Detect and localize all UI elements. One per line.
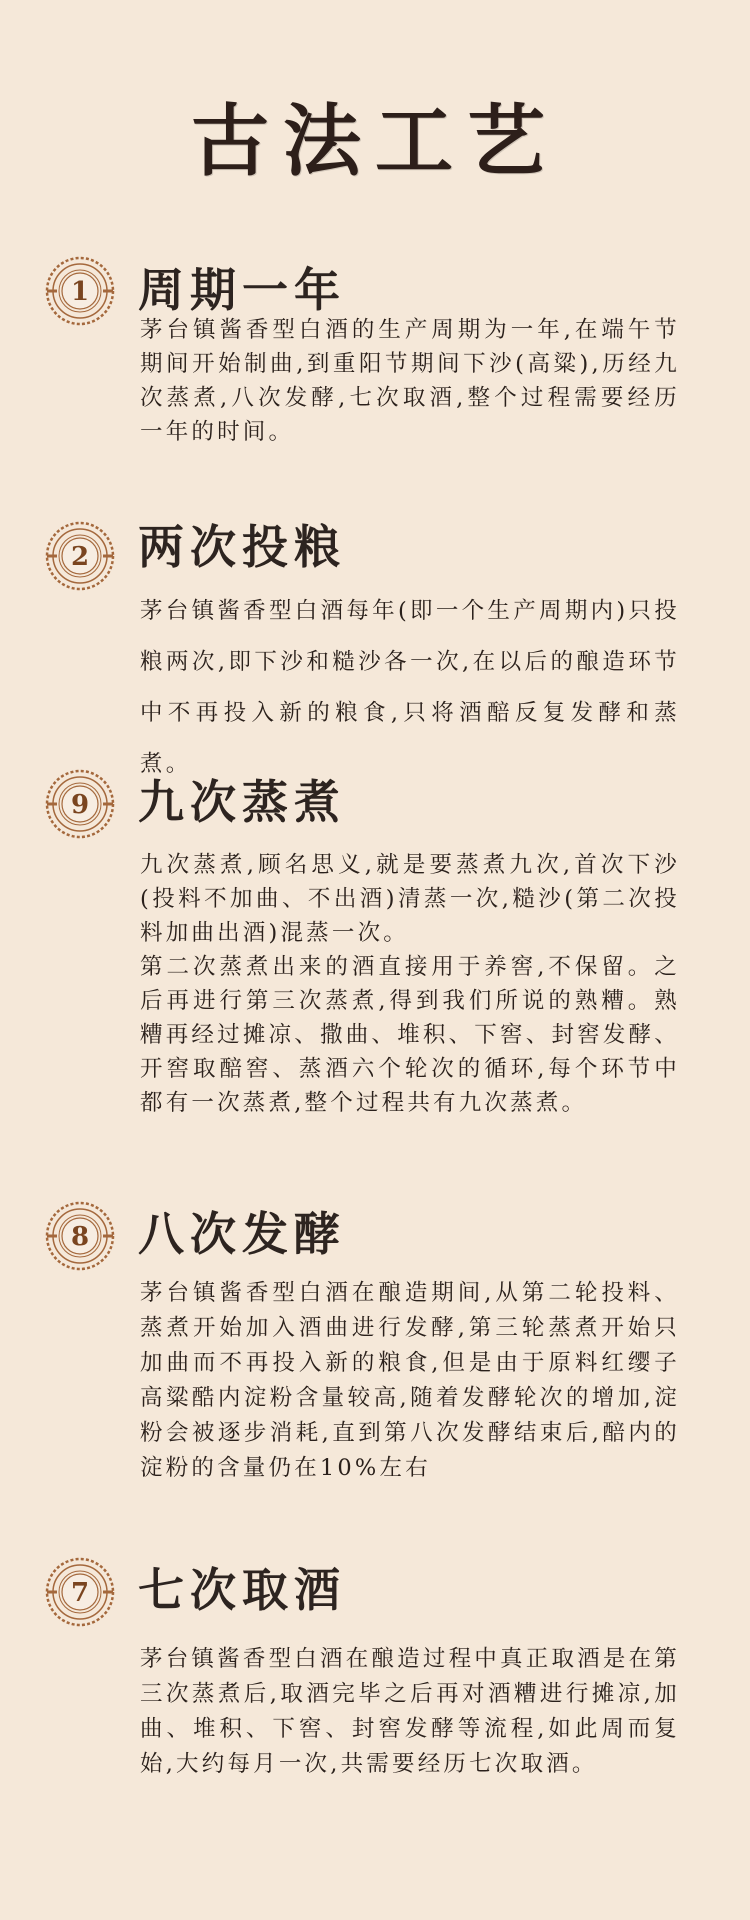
- section-title: 周期一年: [138, 263, 346, 317]
- badge-seal-icon: [44, 1200, 116, 1272]
- badge-seal-icon: [44, 520, 116, 592]
- badge-seal-icon: [44, 768, 116, 840]
- section-title: 两次投粮: [138, 520, 346, 574]
- section-body: [140, 848, 680, 1120]
- badge-number: 1: [70, 277, 90, 307]
- badge-seal-icon: [44, 255, 116, 327]
- section-body: [140, 1642, 680, 1782]
- paragraph: 九次蒸煮,顾名思义,就是要蒸煮九次,首次下沙(投料不加曲、不出酒)清蒸一次,糙沙(第二次投料加曲出酒)混蒸一次。: [140, 852, 680, 946]
- paragraph: 茅台镇酱香型白酒在酿造过程中真正取酒是在第三次蒸煮后,取酒完毕之后再对酒糟进行摊凉,加曲、堆积、下窖、封窖发酵等流程,如此周而复始,大约每月一次,共需要经历七次取酒。: [140, 1646, 680, 1777]
- badge-number: 7: [70, 1578, 90, 1608]
- section-body: [140, 1276, 680, 1486]
- section-body: [140, 313, 680, 449]
- paragraph: 茅台镇酱香型白酒每年(即一个生产周期内)只投粮两次,即下沙和糙沙各一次,在以后的酿造环节中不再投入新的粮食,只将酒醅反复发酵和蒸煮。: [140, 598, 680, 777]
- badge-number: 9: [70, 790, 90, 820]
- badge-number: 2: [70, 542, 90, 572]
- paragraph: 茅台镇酱香型白酒的生产周期为一年,在端午节期间开始制曲,到重阳节期间下沙(高粱),历经九次蒸煮,八次发酵,七次取酒,整个过程需要经历一年的时间。: [140, 317, 680, 445]
- section-body: [140, 586, 680, 790]
- badge-seal-icon: [44, 1556, 116, 1628]
- section-title: 八次发酵: [138, 1207, 346, 1261]
- badge-number: 8: [70, 1222, 90, 1252]
- paragraph: 第二次蒸煮出来的酒直接用于养窖,不保留。之后再进行第三次蒸煮,得到我们所说的熟糟。熟糟再经过摊凉、撒曲、堆积、下窖、封窖发酵、开窖取醅窖、蒸酒六个轮次的循环,每个环节中都有一次蒸煮,整个过程共有九次蒸煮。: [140, 954, 680, 1116]
- section-title: 九次蒸煮: [138, 775, 346, 829]
- page-title: 古法工艺: [190, 96, 559, 187]
- paragraph: 茅台镇酱香型白酒在酿造期间,从第二轮投料、蒸煮开始加入酒曲进行发酵,第三轮蒸煮开始只加曲而不再投入新的粮食,但是由于原料红缨子高粱酷内淀粉含量较高,随着发酵轮次的增加,淀粉会被逐步消耗,直到第八次发酵结束后,醅内的淀粉的含量仍在10%左右: [140, 1280, 680, 1481]
- section-title: 七次取酒: [138, 1563, 346, 1617]
